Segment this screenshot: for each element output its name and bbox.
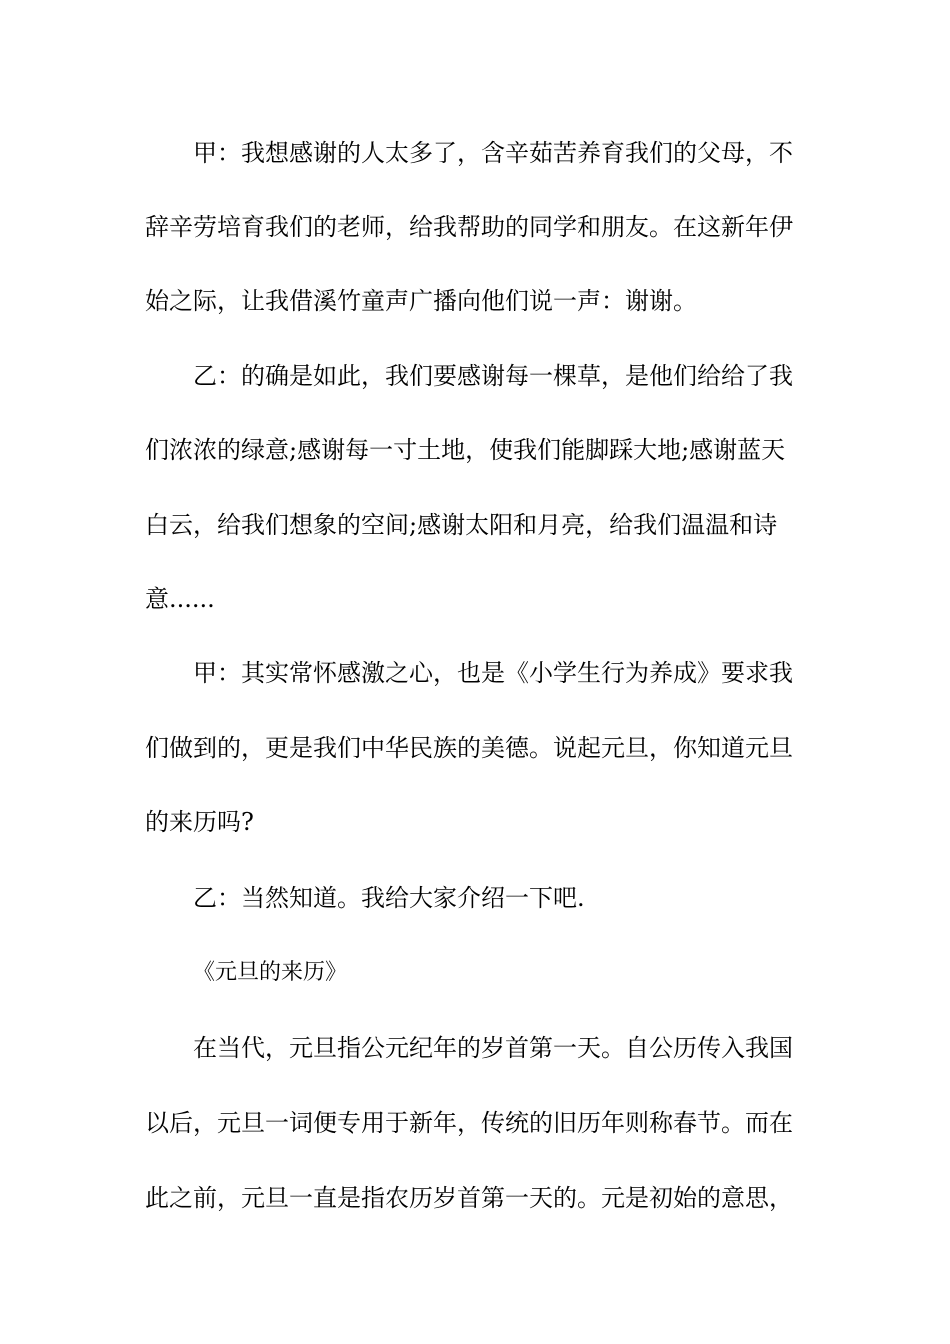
paragraph-line: 们浓浓的绿意;感谢每一寸土地，使我们能脚踩大地;感谢蓝天 (145, 436, 786, 464)
paragraph-line: 甲：我想感谢的人太多了，含辛茹苦养育我们的父母，不 (193, 139, 793, 167)
paragraph-line: 甲：其实常怀感激之心，也是《小学生行为养成》要求我 (193, 659, 793, 687)
paragraph-line: 以后，元旦一词便专用于新年，传统的旧历年则称春节。而在 (145, 1109, 793, 1137)
paragraph-line: 始之际，让我借溪竹童声广播向他们说一声：谢谢。 (145, 287, 697, 315)
section-title: 《元旦的来历》 (193, 960, 348, 985)
paragraph-line: 乙：的确是如此，我们要感谢每一棵草，是他们给给了我 (193, 362, 793, 390)
paragraph-line: 辞辛劳培育我们的老师，给我帮助的同学和朋友。在这新年伊 (145, 213, 793, 241)
paragraph-line: 白云，给我们想象的空间;感谢太阳和月亮，给我们温温和诗 (145, 511, 778, 539)
paragraph-line: 此之前，元旦一直是指农历岁首第一天的。元是初始的意思， (145, 1184, 793, 1212)
paragraph-line: 在当代，元旦指公元纪年的岁首第一天。自公历传入我国 (193, 1034, 793, 1062)
paragraph-line: 意...... (145, 585, 215, 613)
paragraph-line: 的来历吗? (145, 808, 254, 836)
paragraph-line: 乙：当然知道。我给大家介绍一下吧. (193, 884, 585, 912)
paragraph-line: 们做到的，更是我们中华民族的美德。说起元旦，你知道元旦 (145, 734, 793, 762)
